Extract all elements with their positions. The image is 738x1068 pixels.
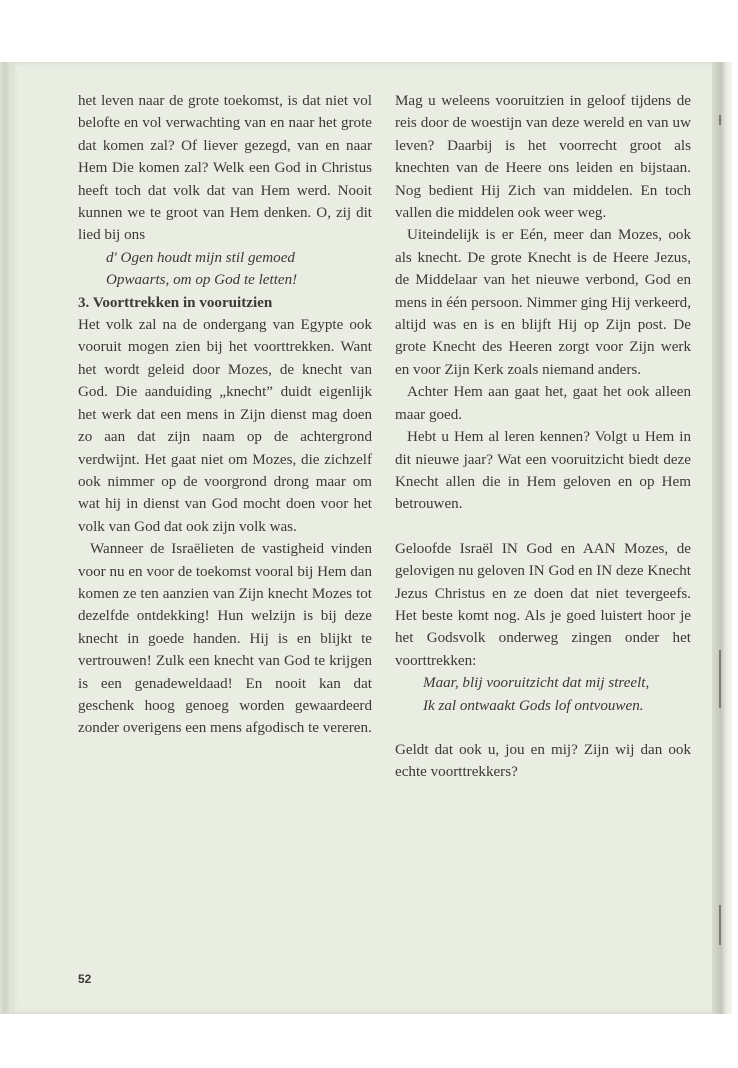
paragraph: Wanneer de Israëlieten de vastigheid vinden voor nu en voor de toekomst vooral bij Hem dan komen ze ten aanzien van Zijn knecht Mozes tot dezelfde ontdekking! Hun welzijn is bij deze knecht in goede handen. Hij is en blijkt te vertrouwen! Zulk een knecht van God te krijgen is een genadeweldaad! En nooit kan dat geschenk hoog genoeg worden gewaardeerd zonder overigens een mens afgodisch te vereren. [78, 541, 372, 737]
book-right-edge [712, 62, 732, 1014]
right-margin-mark [719, 905, 721, 945]
paragraph: Achter Hem aan gaat het, gaat het ook alleen maar goed. [395, 384, 691, 423]
verse-line: d' Ogen houdt mijn stil gemoed [106, 249, 295, 266]
section-heading: 3. Voorttrekken in vooruitzien [78, 294, 273, 311]
page-number: 52 [78, 972, 92, 986]
paragraph: het leven naar de grote toekomst, is dat niet vol belofte en vol verwachting van en naar het grote dat komen zal? Of liever gezegd, van en naar Hem Die komen zal? Welk een God in Christus heeft toch dat volk dat van Hem werd. Nooit kunnen we te groot van Hem denken. O, zij dit lied bij ons [78, 93, 372, 244]
verse-line: Ik zal ontwaakt Gods lof ontvouwen. [423, 697, 644, 714]
paragraph: Geldt dat ook u, jou en mij? Zijn wij dan ook echte voorttrekkers? [395, 741, 691, 781]
right-text-column [395, 90, 691, 784]
left-text-column [78, 90, 372, 740]
verse-line: Opwaarts, om op God te letten! [106, 272, 298, 289]
verse-line: Maar, blij vooruitzicht dat mij streelt, [423, 675, 650, 692]
book-left-edge [0, 62, 12, 1014]
paragraph: Geloofde Israël IN God en AAN Mozes, de gelovigen nu geloven IN God en IN deze Knecht Jezus Christus en ze doen dat niet tevergeefs. Het beste komt nog. Als je goed luistert hoor je het Godsvolk onderweg zingen onder het voorttrekken: [395, 540, 691, 669]
right-margin-mark [719, 115, 721, 125]
paragraph: Hebt u Hem al leren kennen? Volgt u Hem in dit nieuwe jaar? Wat een vooruitzicht biedt deze Knecht allen die in Hem geloven en op Hem betrouwen. [395, 429, 691, 513]
paragraph: Het volk zal na de ondergang van Egypte ook vooruit mogen zien bij het voorttrekken. Want het wordt geleid door Mozes, de knecht van God. Die aanduiding „knecht” duidt eigenlijk het werk dat een mens in Zijn dienst mag doen zo aan dat zijn naam op de achtergrond verdwijnt. Het gaat niet om Mozes, die zichzelf ook nimmer op de voorgrond drong maar om wat hij in dienst van God mocht doen voor het volk van God dat ook zijn volk was. [78, 317, 372, 535]
right-margin-mark [719, 650, 721, 708]
paragraph: Mag u weleens vooruitzien in geloof tijdens de reis door de woestijn van deze wereld en van uw leven? Daarbij is het voorrecht groot als knechten van de Heere ons leiden en bijstaan. Nog bedient Hij Zich van middelen. En toch vallen die middelen ook weer weg. [395, 93, 691, 222]
paragraph: Uiteindelijk is er Eén, meer dan Mozes, ook als knecht. De grote Knecht is de Heere Jezus, de Middelaar van het nieuwe verbond, God en mens in één persoon. Nimmer ging Hij verkeerd, altijd was en is en blijft Hij op Zijn post. De grote Knecht des Heeren zorgt voor Zijn werk en voor Zijn Kerk zoals niemand anders. [395, 227, 691, 378]
